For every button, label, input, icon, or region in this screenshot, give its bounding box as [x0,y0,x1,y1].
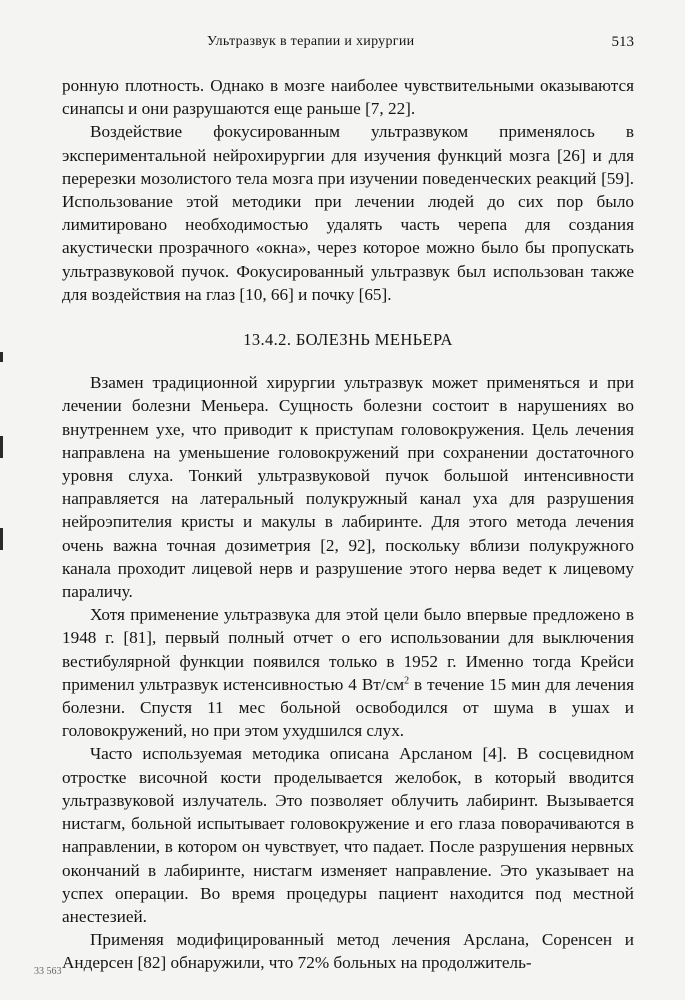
page-number: 513 [611,34,634,50]
page-header [62,34,634,54]
section-title: 13.4.2. БОЛЕЗНЬ МЕНЬЕРА [243,330,453,350]
superscript: 2 [404,675,410,687]
paragraph: Воздействие фокусированным ультразвуком применялось в экспериментальной нейрохирургии для изучения функций мозга [26] и для перерезки мозолистого тела мозга при изучении поведенческих реакций [59]. Использование этой методики при лечении людей до сих пор было лимитировано необходимостью удалять часть черепа для создания акустически прозрачного «окна», через которое можно было бы пропускать ультразвуковой пучок. Фокусированный ультразвук был использован также для воздействия на глаз [10, 66] и почку [65]. [62,122,634,304]
margin-mark [0,436,3,458]
paragraph: ронную плотность. Однако в мозге наиболее чувствительными оказываются синапсы и они разрушаются еще раньше [7, 22]. [62,76,634,119]
margin-mark [0,352,3,362]
body-text [62,74,634,975]
margin-mark [0,528,3,550]
paragraph: Взамен традиционной хирургии ультразвук может применяться и при лечении болезни Меньера. Сущность болезни состоит в нарушениях во внутреннем ухе, что приводит к приступам головокружения. Цель лечения направлена на уменьшение головокружений при сохранении достаточного уровня слуха. Тонкий ультразвуковой пучок большой интенсивности направляется на латеральный полукружный канал уха для разрушения нейроэпителия кристы и макулы в лабиринте. Для этого метода лечения очень важна точная дозиметрия [2, 92], поскольку вблизи полукружного канала проходит лицевой нерв и разрушение этого нерва ведет к лицевому параличу. [62,373,634,602]
paragraph-text: в течение 15 мин для лечения болезни. Спустя 11 мес больной освободился от шума в ушах и головокружений, но при этом ухудшился слух. [62,674,634,741]
paragraph: Часто используемая методика описана Арсланом [4]. В сосцевидном отростке височной кости проделывается желобок, в который вводится ультразвуковой излучатель. Это позволяет облучить лабиринт. Вызывается нистагм, больной испытывает головокружение и его глаза поворачиваются в направлении, в котором он чувствует, что падает. После разрушения нервных окончаний в лабиринте, нистагм изменяет направление. Это указывает на успех операции. Во время процедуры пациент находится под местной анестезией. [62,744,634,926]
paragraph: Применяя модифицированный метод лечения Арслана, Соренсен и Андерсен [82] обнаружили, что 72% больных на продолжитель- [62,930,634,973]
paragraph-text: Хотя применение ультразвука для этой цели было впервые предложено в 1948 г. [81], первый полный отчет о его использовании для выключения вестибулярной функции появился только в 1952 г. Именно тогда Крейси применил ультразвук истенсивностью 4 Вт/см [62,605,634,694]
running-title: Ультразвук в терапии и хирургии [207,34,415,49]
signature-mark: 33 563 [34,966,62,977]
paragraph [62,603,634,742]
